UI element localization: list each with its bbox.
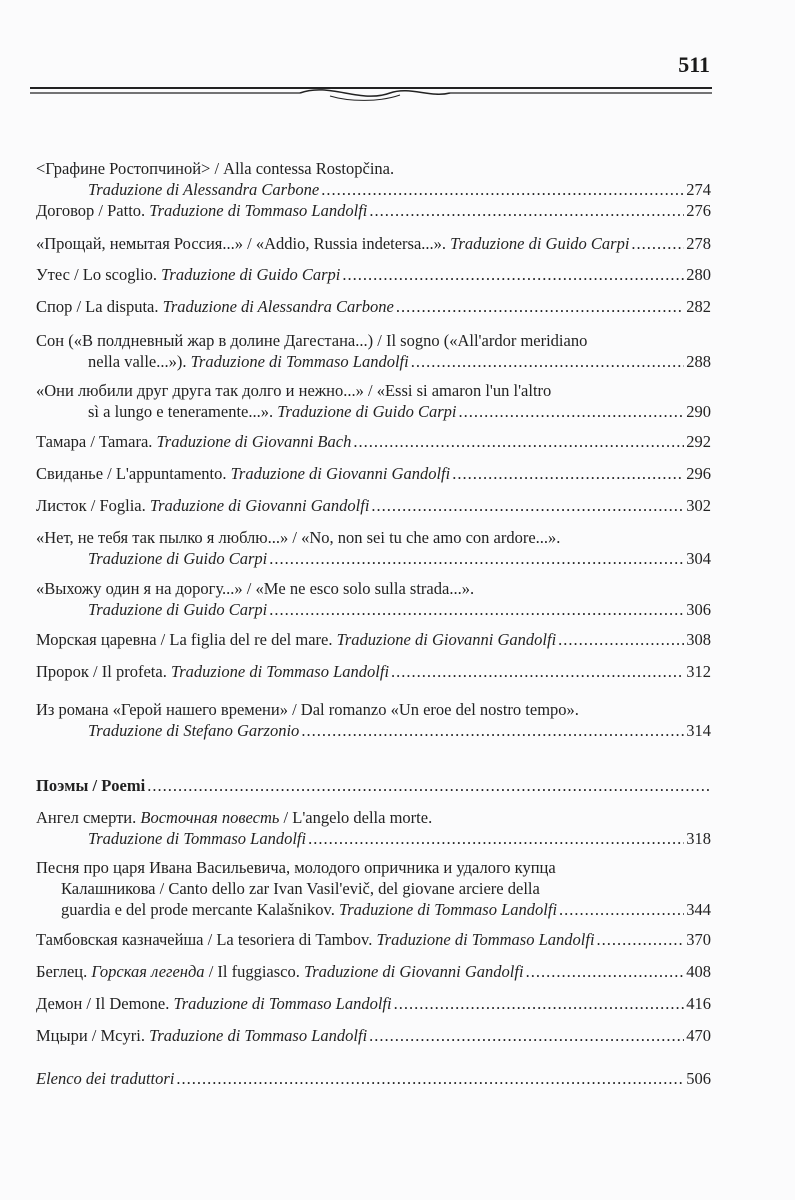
toc-line	[36, 431, 711, 452]
toc-line	[36, 929, 711, 950]
translator-credit: Elenco dei traduttori	[36, 1069, 175, 1088]
leader-dots	[308, 828, 684, 849]
entry-title: Демон / Il Demone.	[36, 994, 174, 1013]
toc-entry	[36, 993, 711, 1014]
entry-subtitle: Горская легенда	[91, 962, 205, 981]
leader-dots	[458, 401, 684, 422]
entry-title: «Выхожу один я на дорогу...» / «Me ne esco solo sulla strada...».	[36, 579, 475, 598]
translator-credit: Traduzione di Tommaso Landolfi	[88, 829, 307, 848]
leader-dots	[631, 233, 684, 254]
page-ref: 344	[686, 900, 711, 919]
toc-entry	[36, 929, 711, 950]
ornament-divider	[30, 78, 712, 106]
page-ref: 308	[686, 630, 711, 649]
toc-line	[36, 578, 711, 599]
toc-line	[36, 158, 711, 179]
entry-title-cont: / Il fuggiasco.	[204, 962, 304, 981]
translator-credit: Traduzione di Giovanni Gandolfi	[336, 630, 557, 649]
entry-title: Листок / Foglia.	[36, 496, 150, 515]
toc-line	[36, 463, 711, 484]
toc-entry	[36, 578, 711, 620]
translator-credit: Traduzione di Giovanni Gandolfi	[149, 496, 370, 515]
toc-line	[36, 401, 711, 422]
leader-dots	[391, 661, 684, 682]
page-ref: 290	[686, 402, 711, 421]
page-ref: 276	[686, 201, 711, 220]
leader-dots	[342, 264, 684, 285]
entry-title: Сон («В полдневный жар в долине Дагестана...) / Il sogno («All'ardor meridiano	[36, 331, 588, 350]
toc-entry	[36, 857, 711, 920]
translator-credit: Traduzione di Tommaso Landolfi	[190, 352, 409, 371]
page-ref: 288	[686, 352, 711, 371]
toc-line	[36, 351, 711, 372]
entry-title-cont: / L'angelo della morte.	[279, 808, 433, 827]
entry-title: Беглец.	[36, 962, 92, 981]
page-number: 511	[678, 52, 710, 77]
page-ref: 306	[686, 600, 711, 619]
translator-credit: Traduzione di Stefano Garzonio	[88, 721, 300, 740]
toc-line	[36, 330, 711, 351]
leader-dots	[452, 463, 684, 484]
toc-line	[36, 380, 711, 401]
toc-entry	[36, 431, 711, 452]
page-ref: 282	[686, 297, 711, 316]
toc-entry	[36, 463, 711, 484]
toc-line	[36, 899, 711, 920]
toc-line	[36, 629, 711, 650]
toc-line	[36, 1025, 711, 1046]
entry-title: «Нет, не тебя так пылко я люблю...» / «No, non sei tu che amo con ardore...».	[36, 528, 561, 547]
translator-credit: Traduzione di Guido Carpi	[88, 549, 268, 568]
toc-line	[36, 857, 711, 878]
leader-dots	[369, 1025, 684, 1046]
toc-entry	[36, 629, 711, 650]
leader-dots	[269, 599, 684, 620]
toc-entry	[36, 1025, 711, 1046]
leader-dots	[321, 179, 684, 200]
entry-title: Тамбовская казначейша / La tesoriera di Tambov.	[36, 930, 377, 949]
leader-dots	[411, 351, 685, 372]
toc-line	[36, 720, 711, 741]
toc-entry	[36, 527, 711, 569]
entry-title: «Прощай, немытая Россия...» / «Addio, Russia indetersa...».	[36, 234, 451, 253]
entry-title: Свиданье / L'appuntamento.	[36, 464, 231, 483]
entry-title: «Они любили друг друга так долго и нежно...» / «Essi si amaron l'un l'altro	[36, 381, 552, 400]
toc-entry	[36, 296, 711, 317]
toc-entry	[36, 330, 711, 372]
entry-title: Утес / Lo scoglio.	[36, 265, 162, 284]
leader-dots	[353, 431, 684, 452]
translator-credit: Traduzione di Guido Carpi	[277, 402, 457, 421]
page-ref: 408	[686, 962, 711, 981]
toc-line	[36, 233, 711, 254]
entry-title: Договор / Patto.	[36, 201, 150, 220]
page-ref: 278	[686, 234, 711, 253]
translator-credit: Traduzione di Tommaso Landolfi	[149, 1026, 368, 1045]
toc-entry	[36, 807, 711, 849]
toc-entry	[36, 961, 711, 982]
page-ref: 314	[686, 721, 711, 740]
entry-title: Мцыри / Mcyri.	[36, 1026, 150, 1045]
toc-line	[36, 807, 711, 828]
toc-entry	[36, 158, 711, 200]
leader-dots	[396, 296, 684, 317]
entry-title: Спор / La disputa.	[36, 297, 163, 316]
toc-line	[36, 599, 711, 620]
toc-entry	[36, 233, 711, 254]
toc-line	[36, 1068, 711, 1089]
leader-dots	[147, 775, 709, 796]
toc-line	[36, 961, 711, 982]
toc-entry	[36, 380, 711, 422]
entry-title: Тамара / Tamara.	[36, 432, 157, 451]
translator-credit: Traduzione di Tommaso Landolfi	[149, 201, 368, 220]
toc-line	[36, 296, 711, 317]
toc-line	[36, 828, 711, 849]
entry-title: <Графине Ростопчиной> / Alla contessa Rostopčina.	[36, 159, 395, 178]
page-ref: 506	[686, 1069, 711, 1088]
toc-line	[36, 527, 711, 548]
leader-dots	[597, 929, 685, 950]
toc-entry	[36, 495, 711, 516]
leader-dots	[559, 899, 684, 920]
page-ref: 370	[686, 930, 711, 949]
page-ref: 318	[686, 829, 711, 848]
leader-dots	[558, 629, 684, 650]
leader-dots	[176, 1068, 684, 1089]
section-heading	[36, 775, 711, 796]
page-ref: 292	[686, 432, 711, 451]
toc-entry	[36, 264, 711, 285]
toc-line	[36, 661, 711, 682]
translator-credit: Traduzione di Tommaso Landolfi	[338, 900, 558, 919]
entry-title: Поэмы / Poemi	[36, 776, 146, 795]
entry-title: Из романа «Герой нашего времени» / Dal romanzo «Un eroe del nostro tempo».	[36, 700, 579, 719]
translator-credit: Traduzione di Guido Carpi	[88, 600, 268, 619]
entry-title: Ангел смерти.	[36, 808, 141, 827]
toc-line	[36, 993, 711, 1014]
toc-entry	[36, 699, 711, 741]
toc-line	[36, 548, 711, 569]
toc-line	[36, 699, 711, 720]
translator-credit: Traduzione di Alessandra Carbone	[88, 180, 320, 199]
translator-credit: Traduzione di Tommaso Landolfi	[173, 994, 392, 1013]
toc-entry	[36, 661, 711, 682]
page-ref: 274	[686, 180, 711, 199]
toc-line	[36, 878, 711, 899]
entry-subtitle: Восточная повесть	[140, 808, 280, 827]
entry-title: Песня про царя Ивана Васильевича, молодого опричника и удалого купца	[36, 858, 556, 877]
entry-title: guardia e del prode mercante Kalašnikov.	[61, 900, 339, 919]
translator-credit: Traduzione di Tommaso Landolfi	[170, 662, 390, 681]
leader-dots	[269, 548, 684, 569]
translator-credit: Traduzione di Giovanni Gandolfi	[304, 962, 524, 981]
leader-dots	[369, 200, 684, 221]
toc-line	[36, 264, 711, 285]
translator-credit: Traduzione di Tommaso Landolfi	[376, 930, 595, 949]
translator-credit: Traduzione di Guido Carpi	[450, 234, 630, 253]
translator-credit: Traduzione di Giovanni Bach	[156, 432, 352, 451]
entry-title: sì a lungo e teneramente...».	[88, 402, 278, 421]
toc-line	[36, 775, 711, 796]
leader-dots	[526, 961, 685, 982]
entry-title: Морская царевна / La figlia del re del mare.	[36, 630, 337, 649]
entry-title: Калашникова / Canto dello zar Ivan Vasil'evič, del giovane arciere della	[61, 879, 540, 898]
entry-title: Пророк / Il profeta.	[36, 662, 171, 681]
toc-entry	[36, 1068, 711, 1089]
page-ref: 312	[686, 662, 711, 681]
translator-credit: Traduzione di Giovanni Gandolfi	[230, 464, 451, 483]
toc-entry	[36, 200, 711, 221]
page-ref: 302	[686, 496, 711, 515]
page-ref: 296	[686, 464, 711, 483]
translator-credit: Traduzione di Alessandra Carbone	[162, 297, 394, 316]
page-ref: 416	[686, 994, 711, 1013]
toc-line	[36, 200, 711, 221]
entry-title: nella valle...»).	[88, 352, 191, 371]
translator-credit: Traduzione di Guido Carpi	[161, 265, 341, 284]
leader-dots	[301, 720, 684, 741]
leader-dots	[394, 993, 685, 1014]
page-ref: 470	[686, 1026, 711, 1045]
page-ref: 304	[686, 549, 711, 568]
toc-line	[36, 495, 711, 516]
toc-line	[36, 179, 711, 200]
page-ref: 280	[686, 265, 711, 284]
leader-dots	[371, 495, 684, 516]
